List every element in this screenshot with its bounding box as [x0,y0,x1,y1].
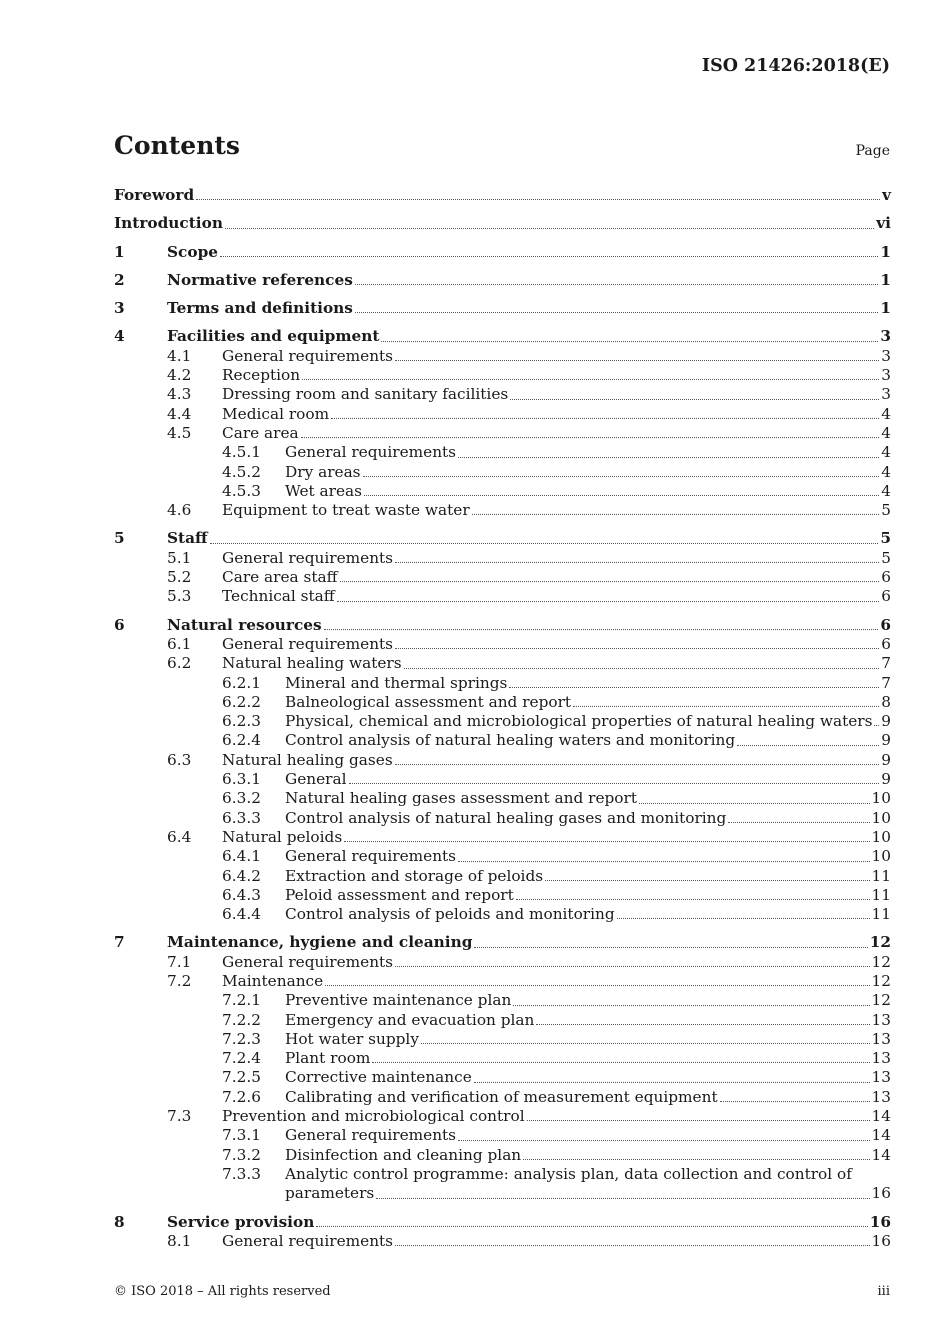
toc-entry[interactable] [114,905,891,924]
toc-entry-page: 6 [881,587,891,606]
toc-entry-page: 1 [880,299,891,318]
toc-leader-dots [395,562,879,563]
document-id: ISO 21426:2018(E) [701,56,890,76]
toc-entry-number: 4.3 [167,385,192,404]
toc-entry-title: Normative references [167,270,353,289]
toc-entry-title: Analytic control programme: analysis plan, data collection and control of [285,1164,852,1183]
toc-leader-dots [225,228,874,229]
toc-entry[interactable] [114,529,891,548]
toc-leader-dots [404,668,880,669]
toc-leader-dots [355,284,879,285]
toc-entry-page: 14 [871,1145,891,1164]
toc-entry-title: Scope [167,242,218,261]
toc-entry-title: Technical staff [222,587,335,606]
toc-entry-page: 12 [869,933,891,952]
toc-entry[interactable] [114,972,891,991]
toc-entry-title: Dry areas [285,462,361,481]
toc-entry[interactable] [114,1011,891,1030]
toc-leader-dots [536,1024,869,1025]
page-column-label: Page [855,143,890,159]
toc-entry-number: 1 [114,242,125,261]
toc-entry-title: parameters [285,1184,375,1203]
toc-leader-dots [364,495,879,496]
toc-entry-page: 14 [871,1107,891,1126]
toc-entry-title: Control analysis of natural healing waters and monitoring [285,731,736,750]
toc-entry-title: Dressing room and sanitary facilities [222,385,509,404]
toc-leader-dots [472,514,880,515]
toc-entry[interactable] [114,789,891,808]
toc-entry-number: 7.3.2 [222,1145,261,1164]
toc-leader-dots [376,1198,869,1199]
toc-entry-title: Emergency and evacuation plan [285,1010,535,1029]
toc-entry[interactable] [114,443,891,462]
toc-entry-page: 4 [881,423,891,442]
toc-leader-dots [639,803,870,804]
toc-entry-page: vi [876,214,891,233]
toc-leader-dots [324,629,879,630]
toc-entry[interactable] [114,886,891,905]
toc-entry-page: 11 [871,866,891,885]
toc-entry[interactable] [114,424,891,443]
toc-entry[interactable] [114,1232,891,1251]
toc-entry-title: Extraction and storage of peloids [285,866,544,885]
footer-page-number: iii [877,1284,890,1299]
toc-entry-page: 9 [881,750,891,769]
toc-entry-number: 5 [114,529,125,548]
toc-leader-dots [301,437,880,438]
toc-entry-title: Natural resources [167,615,322,634]
toc-entry[interactable] [114,1165,891,1184]
toc-entry-number: 6.3 [167,750,192,769]
toc-entry[interactable] [114,327,891,346]
toc-entry[interactable] [114,933,891,952]
toc-entry[interactable] [114,847,891,866]
toc-leader-dots [372,1062,869,1063]
toc-entry-title: General requirements [222,952,394,971]
toc-entry[interactable] [114,214,891,233]
toc-entry-title: General requirements [222,346,394,365]
toc-leader-dots [874,725,879,726]
toc-entry-number: 6.4.4 [222,905,261,924]
toc-entry-title: Control analysis of peloids and monitoring [285,905,615,924]
toc-entry[interactable] [114,501,891,520]
toc-entry[interactable] [114,1146,891,1165]
toc-leader-dots [474,1082,870,1083]
toc-entry-number: 4 [114,327,125,346]
toc-entry-title: Hot water supply [285,1029,419,1048]
toc-leader-dots [316,1226,867,1227]
toc-entry-title: Corrective maintenance [285,1068,472,1087]
toc-entry-title: Physical, chemical and microbiological properties of natural healing waters [285,712,873,731]
toc-leader-dots [395,966,869,967]
toc-entry-number: 5.1 [167,548,192,567]
toc-entry[interactable] [114,751,891,770]
toc-entry-title: Maintenance, hygiene and cleaning [167,933,473,952]
page-title: Contents [114,131,241,160]
toc-entry-page: 5 [880,529,891,548]
toc-entry-title: General requirements [285,1126,457,1145]
toc-entry-number: 4.5.3 [222,481,261,500]
toc-entry-number: 4.5.2 [222,462,261,481]
toc-entry-page: 16 [869,1212,891,1231]
toc-entry[interactable] [114,828,891,847]
toc-entry-title: Control analysis of natural healing gases and monitoring [285,808,727,827]
toc-entry[interactable] [114,243,891,262]
toc-entry[interactable] [114,809,891,828]
toc-leader-dots [344,841,869,842]
toc-leader-dots [210,543,879,544]
toc-entry[interactable] [114,299,891,318]
toc-entry[interactable] [114,616,891,635]
toc-entry-number: 4.6 [167,501,192,520]
toc-entry-page: 10 [871,808,891,827]
toc-leader-dots [527,1120,870,1121]
toc-entry-page: 9 [881,731,891,750]
toc-entry-page: 11 [871,885,891,904]
toc-entry-number: 4.5 [167,423,192,442]
footer-copyright: © ISO 2018 – All rights reserved [114,1284,331,1299]
toc-entry-page: 10 [871,847,891,866]
toc-entry-number: 8.1 [167,1231,192,1250]
toc-leader-dots [395,360,879,361]
toc-entry-title: Calibrating and verification of measurement equipment [285,1087,718,1106]
toc-entry-title: Care area staff [222,568,338,587]
toc-entry-page: 5 [881,501,891,520]
toc-entry-page: 12 [871,952,891,971]
toc-entry-page: v [882,186,891,204]
toc-entry-title: Natural healing gases [222,750,393,769]
toc-entry[interactable] [114,1126,891,1145]
toc-entry[interactable] [114,674,891,693]
toc-entry-number: 6 [114,615,125,634]
toc-entry-title: Wet areas [285,481,362,500]
toc-entry-title: Introduction [114,214,223,233]
toc-entry-title: Natural healing gases assessment and report [285,789,637,808]
toc-entry-title: General requirements [222,1231,394,1250]
toc-entry[interactable] [114,1213,891,1232]
toc-leader-dots [458,1140,869,1141]
toc-entry-number: 7.3.3 [222,1164,261,1183]
toc-entry[interactable] [114,693,891,712]
toc-entry[interactable] [114,549,891,568]
toc-entry-number: 3 [114,299,125,318]
toc-leader-dots [302,379,879,380]
toc-entry-title: Staff [167,529,208,548]
toc-entry[interactable] [114,731,891,750]
toc-entry-number: 6.2.3 [222,712,261,731]
toc-leader-dots [523,1159,869,1160]
toc-entry-number: 2 [114,270,125,289]
toc-entry-title: General [285,770,347,789]
toc-entry-number: 6.3.1 [222,770,261,789]
toc-leader-dots [395,764,880,765]
toc-leader-dots [458,861,869,862]
toc-entry-page: 6 [880,615,891,634]
toc-entry-page: 11 [871,905,891,924]
toc-entry-number: 7 [114,933,125,952]
toc-entry-title: Service provision [167,1212,315,1231]
toc-entry-number: 7.2.1 [222,991,261,1010]
toc-entry-title: Medical room [222,404,330,423]
toc-entry-page: 13 [871,1010,891,1029]
toc-entry-page: 4 [881,462,891,481]
toc-leader-dots [737,745,879,746]
toc-entry-number: 6.4 [167,827,192,846]
toc-entry[interactable] [114,991,891,1010]
toc-entry-number: 8 [114,1212,125,1231]
toc-entry-number: 7.1 [167,952,192,971]
toc-entry-page: 3 [881,346,891,365]
toc-entry-page: 13 [871,1068,891,1087]
toc-entry-page: 9 [881,770,891,789]
toc-entry[interactable] [114,587,891,606]
toc-leader-dots [196,199,880,200]
toc-entry[interactable] [114,1030,891,1049]
toc-entry[interactable] [114,635,891,654]
toc-entry-title: Maintenance [222,971,324,990]
toc-entry[interactable] [114,271,891,290]
toc-leader-dots [510,399,879,400]
toc-leader-dots [728,822,869,823]
toc-entry-page: 6 [881,568,891,587]
toc-entry[interactable] [114,654,891,673]
toc-entry[interactable] [114,366,891,385]
toc-entry-page: 14 [871,1126,891,1145]
toc-entry-number: 4.2 [167,366,192,385]
toc-leader-dots [331,418,879,419]
toc-leader-dots [720,1101,870,1102]
toc-entry-page: 16 [871,1184,891,1203]
toc-entry-number: 6.2.4 [222,731,261,750]
toc-entry-number: 6.4.2 [222,866,261,885]
toc-entry-title: Disinfection and cleaning plan [285,1145,522,1164]
toc-entry[interactable] [114,1088,891,1107]
toc-entry-page: 3 [881,366,891,385]
toc-entry-title: Reception [222,366,301,385]
toc-entry-page: 4 [881,443,891,462]
toc-entry[interactable] [114,482,891,501]
toc-entry-title: Terms and definitions [167,299,353,318]
toc-entry-page: 1 [880,270,891,289]
toc-entry-title: Peloid assessment and report [285,885,514,904]
toc-entry-number: 7.2.4 [222,1049,261,1068]
toc-entry-title: General requirements [222,634,394,653]
toc-entry-page: 10 [871,827,891,846]
toc-entry-title: Care area [222,423,299,442]
toc-entry-number: 5.2 [167,568,192,587]
toc-entry[interactable] [114,1049,891,1068]
toc-entry-number: 4.5.1 [222,443,261,462]
toc-leader-dots [509,687,879,688]
toc-entry[interactable] [114,568,891,587]
toc-entry-number: 6.2.2 [222,692,261,711]
toc-entry-title: Natural peloids [222,827,343,846]
toc-entry-page: 13 [871,1049,891,1068]
toc-entry-number: 5.3 [167,587,192,606]
toc-entry-title: Mineral and thermal springs [285,673,508,692]
toc-entry-number: 6.4.1 [222,847,261,866]
toc-leader-dots [545,880,869,881]
toc-entry-title: Preventive maintenance plan [285,991,512,1010]
toc-entry-page: 6 [881,634,891,653]
toc-entry-number: 6.1 [167,634,192,653]
toc-entry-page: 1 [880,242,891,261]
toc-leader-dots [325,985,869,986]
toc-entry[interactable] [114,347,891,366]
toc-entry[interactable] [114,186,891,205]
toc-leader-dots [458,457,879,458]
table-of-contents [114,186,891,1251]
toc-entry[interactable] [114,1068,891,1087]
toc-entry-title: Plant room [285,1049,371,1068]
toc-leader-dots [337,601,880,602]
toc-entry-title: Foreword [114,186,195,204]
toc-entry[interactable] [114,953,891,972]
toc-entry-number: 6.2 [167,654,192,673]
toc-entry-number: 7.3 [167,1107,192,1126]
toc-entry-page: 12 [871,971,891,990]
toc-entry[interactable] [114,867,891,886]
toc-leader-dots [617,918,870,919]
toc-entry-number: 7.3.1 [222,1126,261,1145]
toc-entry-number: 7.2.3 [222,1029,261,1048]
toc-entry-page: 9 [881,712,891,731]
toc-entry-title: General requirements [285,847,457,866]
toc-entry-number: 6.2.1 [222,673,261,692]
toc-leader-dots [516,899,870,900]
toc-entry-title: Facilities and equipment [167,327,380,346]
toc-entry-title: Balneological assessment and report [285,692,572,711]
toc-entry-page: 7 [881,673,891,692]
toc-leader-dots [355,312,878,313]
toc-entry[interactable] [114,405,891,424]
toc-entry-title: General requirements [285,443,457,462]
toc-leader-dots [395,648,879,649]
toc-leader-dots [474,947,867,948]
toc-entry-continuation[interactable] [114,1184,891,1203]
toc-entry-number: 6.4.3 [222,885,261,904]
toc-entry-number: 7.2 [167,971,192,990]
toc-leader-dots [395,1245,869,1246]
toc-entry-title: Equipment to treat waste water [222,501,470,520]
toc-entry-page: 3 [881,385,891,404]
toc-entry-page: 8 [881,692,891,711]
toc-leader-dots [349,783,880,784]
toc-entry-page: 3 [880,327,891,346]
toc-entry[interactable] [114,385,891,404]
toc-leader-dots [421,1043,870,1044]
toc-entry-title: Prevention and microbiological control [222,1107,525,1126]
toc-leader-dots [363,476,880,477]
toc-entry-page: 4 [881,481,891,500]
toc-entry-title: Natural healing waters [222,654,402,673]
toc-entry-number: 6.3.3 [222,808,261,827]
toc-entry-number: 4.1 [167,346,192,365]
toc-leader-dots [381,341,878,342]
toc-entry[interactable] [114,1107,891,1126]
toc-leader-dots [340,581,880,582]
toc-entry-number: 7.2.2 [222,1010,261,1029]
toc-leader-dots [513,1005,869,1006]
toc-entry-page: 13 [871,1029,891,1048]
toc-entry-page: 5 [881,548,891,567]
toc-entry-title: General requirements [222,548,394,567]
toc-entry-page: 7 [881,654,891,673]
toc-entry-page: 12 [871,991,891,1010]
toc-entry-number: 7.2.6 [222,1087,261,1106]
toc-entry-number: 7.2.5 [222,1068,261,1087]
toc-entry[interactable] [114,463,891,482]
toc-entry-number: 6.3.2 [222,789,261,808]
toc-entry[interactable] [114,712,891,731]
toc-leader-dots [220,256,878,257]
toc-entry[interactable] [114,770,891,789]
toc-entry-number: 4.4 [167,404,192,423]
toc-entry-page: 10 [871,789,891,808]
toc-leader-dots [573,706,879,707]
toc-entry-page: 16 [871,1231,891,1250]
toc-entry-page: 4 [881,404,891,423]
toc-entry-page: 13 [871,1087,891,1106]
